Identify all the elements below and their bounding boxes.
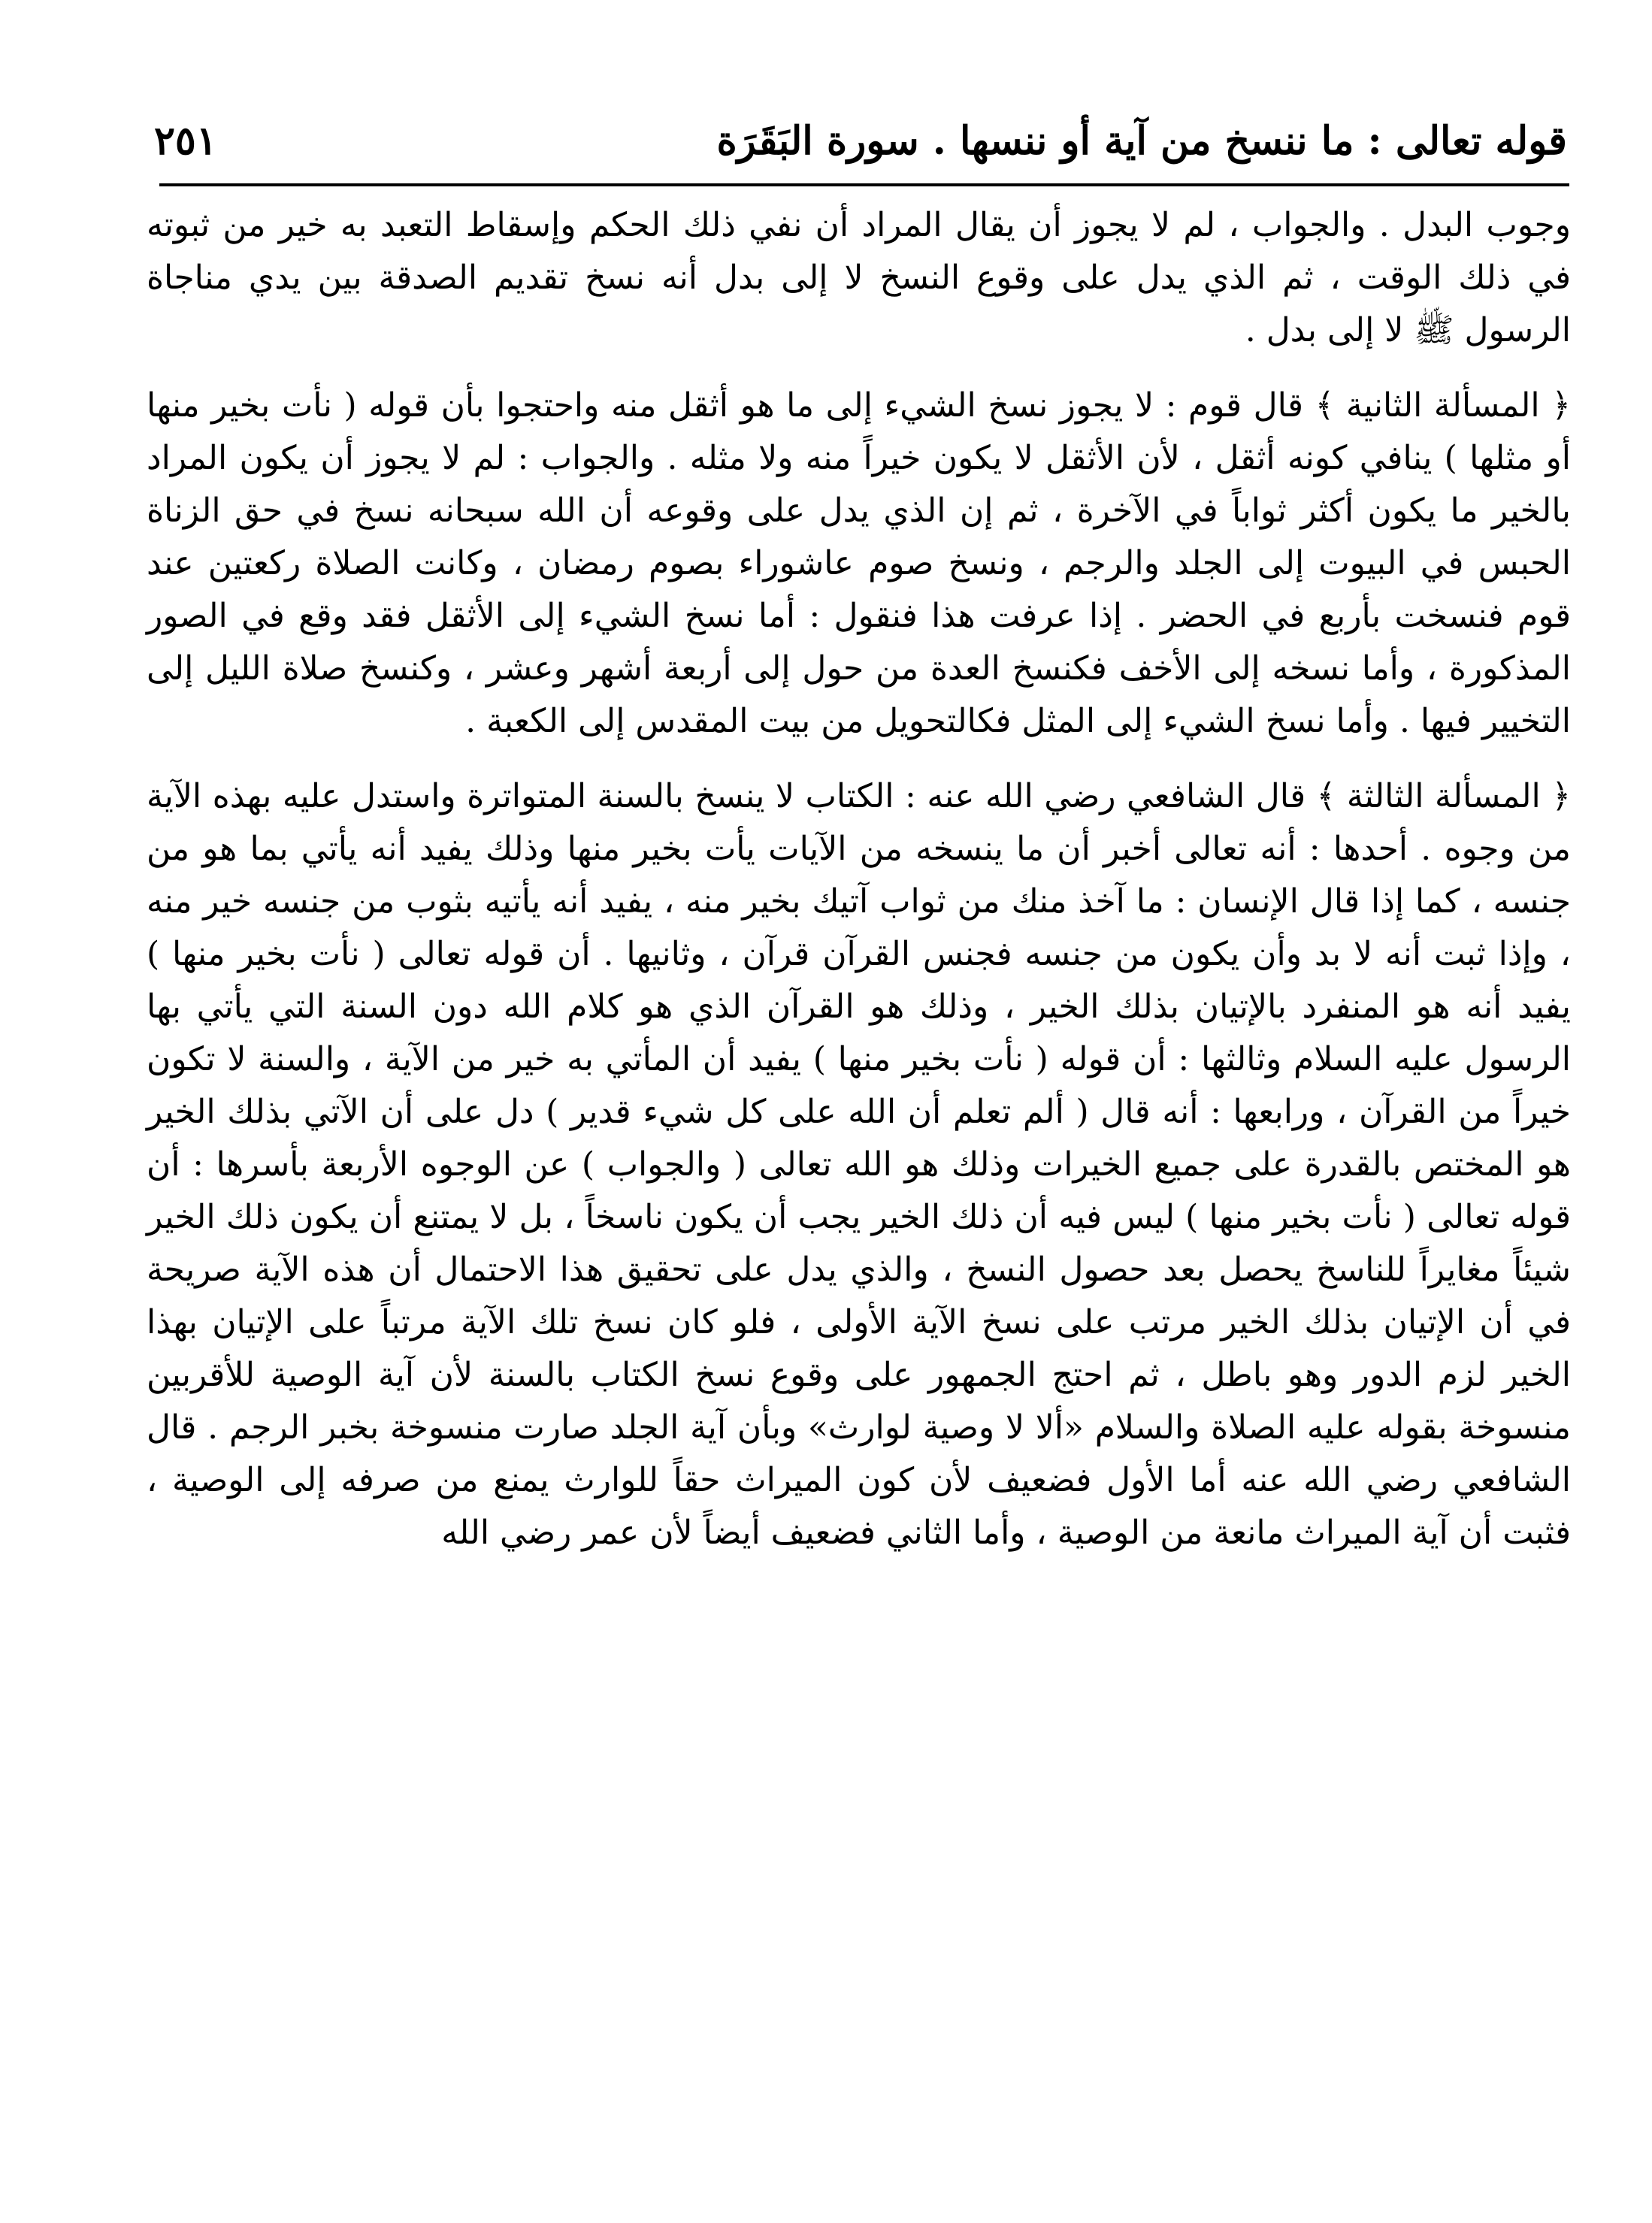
paragraph-intro: وجوب البدل . والجواب ، لم لا يجوز أن يقال المراد أن نفي ذلك الحكم وإسقاط التعبد به خير من ثبوته في ذلك الوقت ، ثم الذي يدل على وقوع النسخ لا إلى بدل أنه نسخ تقديم الصدقة بين يدي مناجاة الرسول ﷺ لا إلى بدل . <box>147 206 1571 349</box>
running-title: قوله تعالى : ما ننسخ من آية أو ننسها . سورة البَقَرَة <box>716 117 1567 164</box>
paragraph-second-issue: ﴿ المسألة الثانية ﴾ قال قوم : لا يجوز نسخ الشيء إلى ما هو أثقل منه واحتجوا بأن قوله ( نأت بخير منها أو مثلها ) ينافي كونه أثقل ، لأن الأثقل لا يكون خيراً منه ولا مثله . والجواب : لم لا يجوز أن يكون المراد بالخير ما يكون أكثر ثواباً في الآخرة ، ثم إن الذي يدل على وقوعه أن الله سبحانه نسخ في حق الزناة الحبس في البيوت إلى الجلد والرجم ، ونسخ صوم عاشوراء بصوم رمضان ، وكانت الصلاة ركعتين عند قوم فنسخت بأربع في الحضر . إذا عرفت هذا فنقول : أما نسخ الشيء إلى الأثقل فقد وقع في الصور المذكورة ، وأما نسخه إلى الأخف فكنسخ العدة من حول إلى أربعة أشهر وعشر ، وكنسخ صلاة الليل إلى التخيير فيها . وأما نسخ الشيء إلى المثل فكالتحويل من بيت المقدس إلى الكعبة . <box>147 386 1572 740</box>
page-header <box>154 99 1567 182</box>
header-rule <box>159 183 1569 186</box>
page-number: ٢٥١ <box>154 117 217 164</box>
paragraph-third-issue: ﴿ المسألة الثالثة ﴾ قال الشافعي رضي الله عنه : الكتاب لا ينسخ بالسنة المتواترة واستدل عليه بهذه الآية من وجوه . أحدها : أنه تعالى أخبر أن ما ينسخه من الآيات يأت بخير منها وذلك يفيد أنه يأتي بما هو من جنسه ، كما إذا قال الإنسان : ما آخذ منك من ثواب آتيك بخير منه ، يفيد أنه يأتيه بثوب من جنسه خير منه ، وإذا ثبت أنه لا بد وأن يكون من جنسه فجنس القرآن قرآن ، وثانيها . أن قوله تعالى ( نأت بخير منها ) يفيد أنه هو المنفرد بالإتيان بذلك الخير ، وذلك هو القرآن الذي هو كلام الله دون السنة التي يأتي بها الرسول عليه السلام وثالثها : أن قوله ( نأت بخير منها ) يفيد أن المأتي به خير من الآية ، والسنة لا تكون خيراً من القرآن ، ورابعها : أنه قال ( ألم تعلم أن الله على كل شيء قدير ) دل على أن الآتي بذلك الخير هو المختص بالقدرة على جميع الخيرات وذلك هو الله تعالى ( والجواب ) عن الوجوه الأربعة بأسرها : أن قوله تعالى ( نأت بخير منها ) ليس فيه أن ذلك الخير يجب أن يكون ناسخاً ، بل لا يمتنع أن يكون ذلك الخير شيئاً مغايراً للناسخ يحصل بعد حصول النسخ ، والذي يدل على تحقيق هذا الاحتمال أن هذه الآية صريحة في أن الإتيان بذلك الخير مرتب على نسخ الآية الأولى ، فلو كان نسخ تلك الآية مرتباً على الإتيان بهذا الخير لزم الدور وهو باطل ، ثم احتج الجمهور على وقوع نسخ الكتاب بالسنة لأن آية الوصية للأقربين منسوخة بقوله عليه الصلاة والسلام «ألا لا وصية لوارث» وبأن آية الجلد صارت منسوخة بخبر الرجم . قال الشافعي رضي الله عنه أما الأول فضعيف لأن كون الميراث حقاً للوارث يمنع من صرفه إلى الوصية ، فثبت أن آية الميراث مانعة من الوصية ، وأما الثاني فضعيف أيضاً لأن عمر رضي الله <box>147 777 1571 1552</box>
page-body <box>147 199 1571 1559</box>
